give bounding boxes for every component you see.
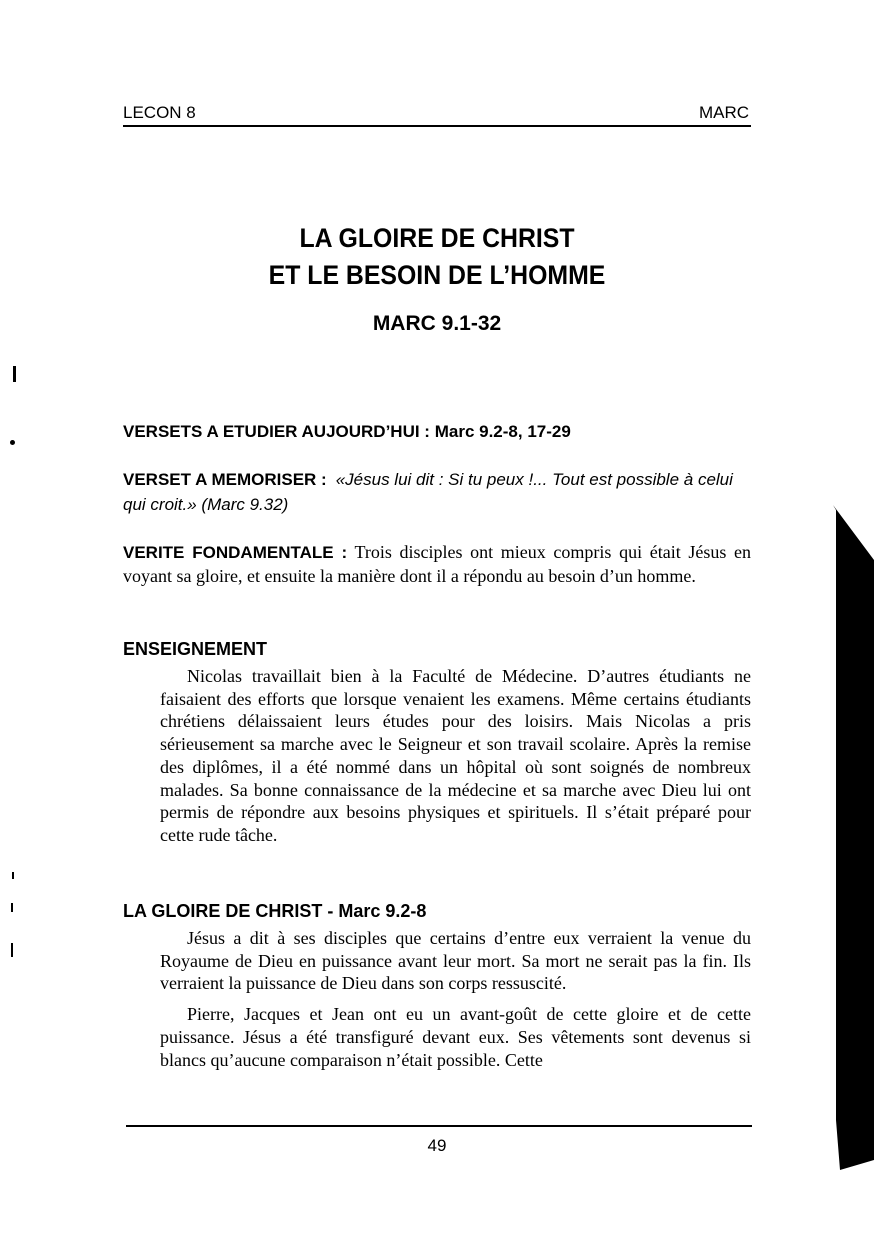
fundamental-truth-label: VERITE FONDAMENTALE : [123, 543, 348, 562]
scan-speck [11, 943, 13, 957]
scan-speck [10, 440, 15, 445]
scripture-reference: MARC 9.1-32 [372, 312, 502, 335]
teaching-paragraph: Nicolas travaillait bien à la Faculté de Médecine. D’autres étudiants ne faisaient des efforts que lorsque venaient les examens. Même certains étudiants chrétiens délaissaient leurs études pour des loisirs. Mais Nicolas a pris sérieusement sa marche avec le Seigneur et son travail scolaire. Après la remise des diplômes, il a été nommé dans un hôpital où sont soignés de nombreux malades. Sa bonne connaissance de la médecine et sa marche avec Dieu lui ont permis de répondre aux besoins physiques et spirituels. Il s’était préparé pour cette rude tâche. [160, 666, 751, 845]
header-lesson: LECON 8 [123, 103, 196, 122]
teaching-heading: ENSEIGNEMENT [123, 639, 268, 659]
glory-paragraph-2: Pierre, Jacques et Jean ont eu un avant-goût de cette gloire et de cette puissance. Jésus a été transfiguré devant eux. Ses vêtements sont devenus si blancs qu’aucune comparaison n’était possible. Cette [160, 1004, 751, 1070]
glory-heading: LA GLOIRE DE CHRIST - Marc 9.2-8 [123, 901, 427, 921]
verses-label: VERSETS A ETUDIER AUJOURD’HUI : [123, 422, 430, 441]
page-number: 49 [427, 1136, 447, 1155]
scan-speck [12, 872, 14, 879]
verses-value: Marc 9.2-8, 17-29 [434, 422, 571, 441]
header-book: MARC [698, 103, 749, 122]
fundamental-truth-text: Trois disciples ont mieux compris qui était Jésus en voyant sa gloire, et ensuite la manière dont il a répondu au besoin d’un homme. [123, 542, 751, 586]
scan-speck [13, 366, 16, 382]
memory-verse-label: VERSET A MEMORISER : [123, 470, 327, 489]
title-line-2: ET LE BESOIN DE L’HOMME [268, 260, 606, 290]
binding-shadow [833, 505, 874, 1170]
memory-verse-text: «Jésus lui dit : Si tu peux !... Tout est possible à celui qui croit.» (Marc 9.32) [123, 470, 733, 514]
title-line-1: LA GLOIRE DE CHRIST [299, 223, 575, 253]
scan-speck [11, 903, 13, 912]
glory-paragraph-1: Jésus a dit à ses disciples que certains d’entre eux verraient la venue du Royaume de Dieu en puissance avant leur mort. Sa mort ne serait pas la fin. Ils verraient la puissance de Dieu dans son corps ressuscité. [160, 928, 751, 994]
